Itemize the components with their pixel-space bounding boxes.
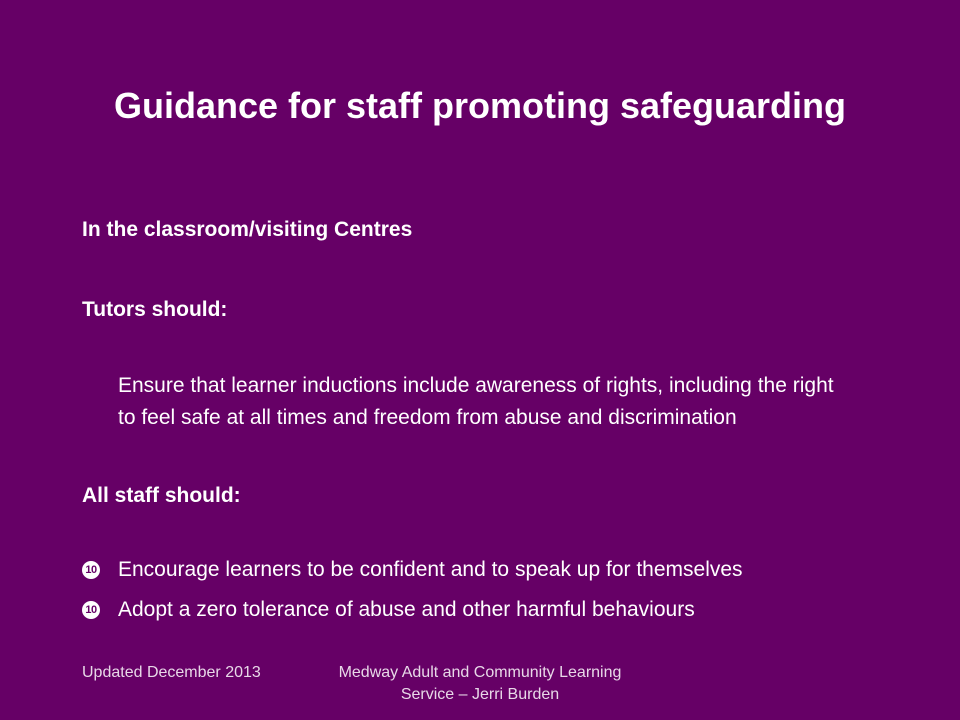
bullet-item: [82, 554, 882, 586]
section-heading: In the classroom/visiting Centres: [82, 218, 413, 241]
bullet-item: [82, 594, 882, 626]
circled-ten-icon: 10: [82, 601, 100, 619]
bullet-text: Encourage learners to be confident and to speak up for themselves: [118, 558, 743, 581]
all-staff-heading: All staff should:: [82, 484, 241, 507]
tutors-heading: Tutors should:: [82, 298, 228, 321]
slide-title: Guidance for staff promoting safeguarding: [113, 85, 847, 126]
tutors-paragraph: Ensure that learner inductions include awareness of rights, including the right to feel safe at all times and freedom from abuse and discrimination: [118, 374, 834, 429]
footer-date: Updated December 2013: [82, 664, 261, 681]
footer-attribution: Medway Adult and Community Learning Service – Jerri Burden: [338, 664, 622, 703]
circled-ten-icon: 10: [82, 561, 100, 579]
bullet-text: Adopt a zero tolerance of abuse and other harmful behaviours: [118, 598, 695, 621]
